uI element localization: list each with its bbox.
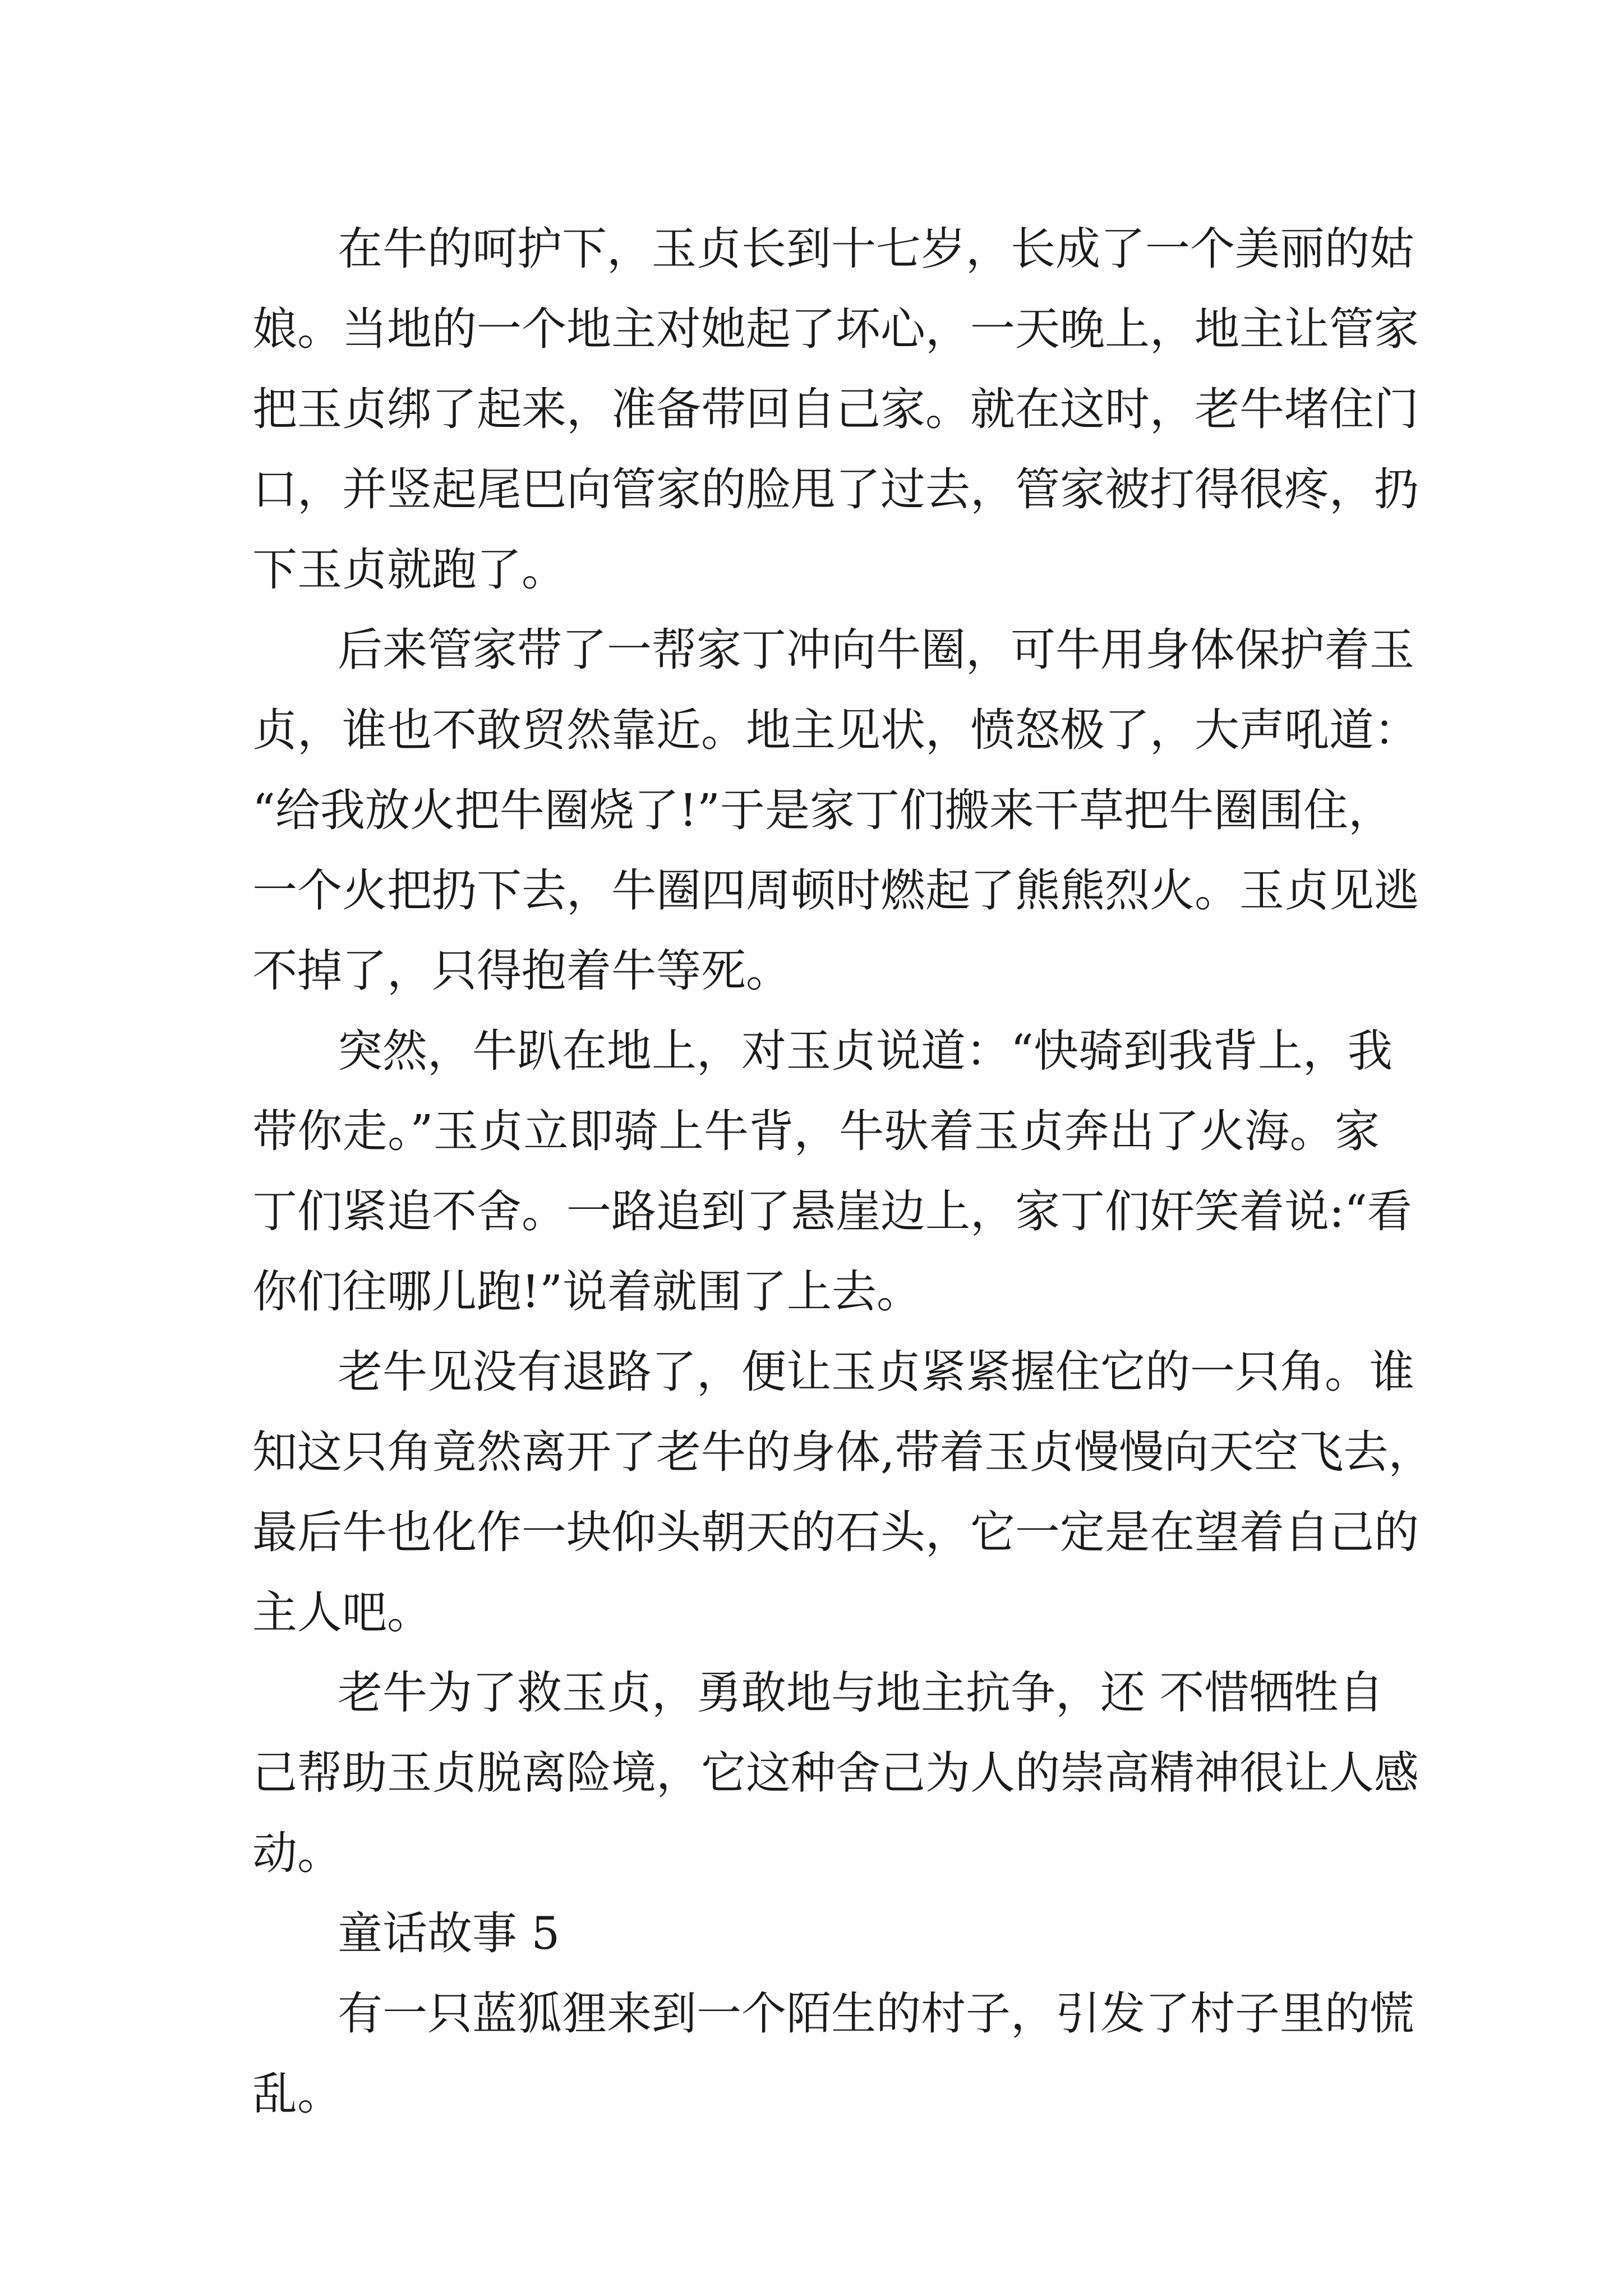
paragraph-line: 贞，谁也不敢贸然靠近。地主见状，愤怒极了，大声吼道： bbox=[252, 704, 1419, 756]
paragraph-line: 口，并竖起尾巴向管家的脸甩了过去，管家被打得很疼，扔 bbox=[252, 463, 1419, 516]
paragraph-line: “给我放火把牛圈烧了!”于是家丁们搬来干草把牛圈围住， bbox=[252, 784, 1393, 836]
paragraph-line: 知这只角竟然离开了老牛的身体,带着玉贞慢慢向天空飞去， bbox=[252, 1426, 1433, 1478]
paragraph-line: 在牛的呵护下，玉贞长到十七岁，长成了一个美丽的姑 bbox=[338, 223, 1414, 275]
paragraph-line: 老牛为了救玉贞，勇敢地与地主抗争，还 不惜牺牲自 bbox=[338, 1667, 1384, 1719]
paragraph-5 bbox=[252, 1653, 1419, 1893]
paragraph-2 bbox=[252, 610, 1419, 1011]
paragraph-1 bbox=[252, 209, 1419, 610]
paragraph-line: 有一只蓝狐狸来到一个陌生的村子，引发了村子里的慌 bbox=[338, 1987, 1414, 2040]
paragraph-line: 带你走。”玉贞立即骑上牛背，牛驮着玉贞奔出了火海。家 bbox=[252, 1105, 1380, 1157]
paragraph-line: 下玉贞就跑了。 bbox=[252, 544, 566, 596]
paragraph-4 bbox=[252, 1332, 1433, 1653]
paragraph-3 bbox=[252, 1011, 1412, 1332]
heading-line: 童话故事 5 bbox=[338, 1907, 560, 1959]
paragraph-line: 丁们紧追不舍。一路追到了悬崖边上，家丁们奸笑着说:“看 bbox=[252, 1185, 1412, 1237]
paragraph-line: 你们往哪儿跑!”说着就围了上去。 bbox=[252, 1266, 922, 1318]
paragraph-line: 主人吧。 bbox=[252, 1586, 432, 1639]
paragraph-line: 乱。 bbox=[252, 2068, 342, 2120]
paragraph-line: 突然，牛趴在地上，对玉贞说道：“快骑到我背上，我 bbox=[338, 1025, 1393, 1077]
paragraph-line: 后来管家带了一帮家丁冲向牛圈，可牛用身体保护着玉 bbox=[338, 624, 1414, 676]
paragraph-line: 娘。当地的一个地主对她起了坏心，一天晚上，地主让管家 bbox=[252, 303, 1419, 355]
paragraph-line: 老牛见没有退路了，便让玉贞紧紧握住它的一只角。谁 bbox=[338, 1346, 1414, 1398]
paragraph-6 bbox=[252, 1973, 1414, 2134]
paragraph-line: 动。 bbox=[252, 1827, 342, 1879]
paragraph-line: 己帮助玉贞脱离险境，它这种舍己为人的崇高精神很让人感 bbox=[252, 1747, 1419, 1799]
paragraph-line: 把玉贞绑了起来，准备带回自己家。就在这时，老牛堵住门 bbox=[252, 383, 1419, 435]
story-text bbox=[252, 209, 1433, 2134]
paragraph-line: 一个火把扔下去，牛圈四周顿时燃起了熊熊烈火。玉贞见逃 bbox=[252, 864, 1419, 917]
paragraph-line: 不掉了，只得抱着牛等死。 bbox=[252, 945, 791, 997]
paragraph-line: 最后牛也化作一块仰头朝天的石头，它一定是在望着自己的 bbox=[252, 1506, 1419, 1558]
section-heading bbox=[252, 1893, 1380, 1973]
